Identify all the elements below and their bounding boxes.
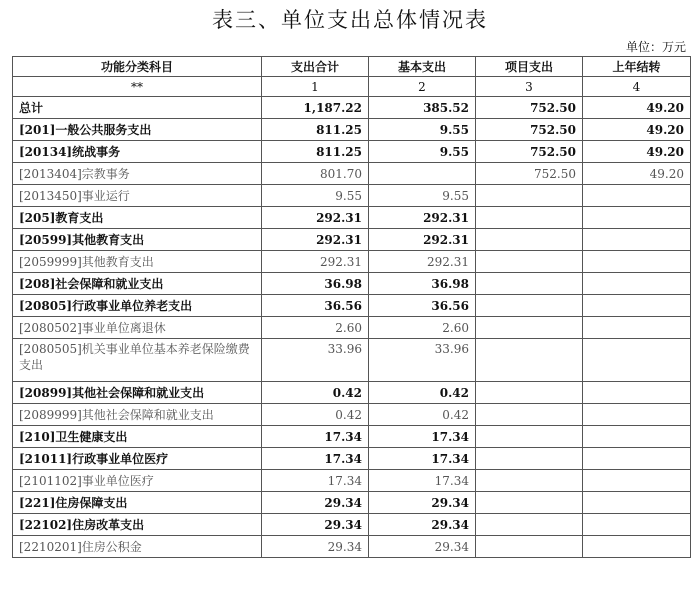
table-row (13, 185, 691, 207)
table-row (13, 382, 691, 404)
row-category-cell: [2089999]其他社会保障和就业支出 (13, 404, 262, 426)
row-category-cell: [2080505]机关事业单位基本养老保险缴费支出 (13, 339, 262, 382)
row-carry-cell (583, 382, 691, 404)
row-total-cell: 292.31 (262, 229, 369, 251)
row-total-cell: 36.56 (262, 295, 369, 317)
table-row (13, 404, 691, 426)
row-total-cell: 29.34 (262, 536, 369, 558)
row-carry-cell (583, 273, 691, 295)
row-category-cell: [2059999]其他教育支出 (13, 251, 262, 273)
row-basic-cell: 17.34 (369, 426, 476, 448)
table-row (13, 514, 691, 536)
row-total-cell: 0.42 (262, 404, 369, 426)
row-category-cell: [20599]其他教育支出 (13, 229, 262, 251)
row-project-cell (476, 404, 583, 426)
row-basic-cell: 292.31 (369, 251, 476, 273)
header-project: 项目支出 (476, 57, 583, 77)
row-basic-cell: 385.52 (369, 97, 476, 119)
table-row (13, 141, 691, 163)
row-category-cell: [21011]行政事业单位医疗 (13, 448, 262, 470)
row-basic-cell (369, 163, 476, 185)
row-category-cell: [205]教育支出 (13, 207, 262, 229)
header-total: 支出合计 (262, 57, 369, 77)
row-project-cell (476, 382, 583, 404)
row-project-cell: 752.50 (476, 119, 583, 141)
row-carry-cell (583, 470, 691, 492)
row-category-cell: [20805]行政事业单位养老支出 (13, 295, 262, 317)
row-category-cell: [20899]其他社会保障和就业支出 (13, 382, 262, 404)
row-total-cell: 2.60 (262, 317, 369, 339)
row-carry-cell (583, 536, 691, 558)
row-total-cell: 17.34 (262, 426, 369, 448)
row-carry-cell (583, 404, 691, 426)
table-row (13, 317, 691, 339)
row-category-cell: [210]卫生健康支出 (13, 426, 262, 448)
index-cell: 4 (583, 77, 691, 97)
row-project-cell (476, 207, 583, 229)
table-row (13, 448, 691, 470)
row-category-cell: [20134]统战事务 (13, 141, 262, 163)
row-total-cell: 29.34 (262, 514, 369, 536)
table-row (13, 119, 691, 141)
row-project-cell (476, 492, 583, 514)
row-total-cell: 0.42 (262, 382, 369, 404)
row-carry-cell (583, 207, 691, 229)
row-project-cell: 752.50 (476, 163, 583, 185)
row-carry-cell: 49.20 (583, 141, 691, 163)
row-total-cell: 33.96 (262, 339, 369, 382)
table-row (13, 339, 691, 382)
row-carry-cell (583, 185, 691, 207)
index-cell: 3 (476, 77, 583, 97)
row-project-cell (476, 536, 583, 558)
table-row (13, 163, 691, 185)
row-carry-cell (583, 492, 691, 514)
row-project-cell (476, 514, 583, 536)
row-total-cell: 811.25 (262, 119, 369, 141)
row-category-cell: [22102]住房改革支出 (13, 514, 262, 536)
row-carry-cell (583, 514, 691, 536)
page-title: 表三、单位支出总体情况表 (212, 8, 488, 32)
table-row (13, 295, 691, 317)
table-row (13, 97, 691, 119)
row-project-cell (476, 295, 583, 317)
row-category-cell: [221]住房保障支出 (13, 492, 262, 514)
header-category: 功能分类科目 (13, 57, 262, 77)
row-total-cell: 17.34 (262, 470, 369, 492)
unit-label: 单位：万元 (625, 40, 686, 54)
table-row (13, 492, 691, 514)
row-basic-cell: 33.96 (369, 339, 476, 382)
row-basic-cell: 9.55 (369, 141, 476, 163)
row-project-cell (476, 470, 583, 492)
row-category-cell: [2013404]宗教事务 (13, 163, 262, 185)
row-category-cell: [2210201]住房公积金 (13, 536, 262, 558)
index-cell: ** (13, 77, 262, 97)
index-row (13, 77, 691, 97)
table-row (13, 251, 691, 273)
row-carry-cell (583, 251, 691, 273)
row-basic-cell: 0.42 (369, 404, 476, 426)
row-basic-cell: 0.42 (369, 382, 476, 404)
row-basic-cell: 29.34 (369, 514, 476, 536)
row-carry-cell (583, 426, 691, 448)
row-project-cell (476, 185, 583, 207)
row-project-cell (476, 426, 583, 448)
row-carry-cell (583, 339, 691, 382)
row-basic-cell: 2.60 (369, 317, 476, 339)
row-total-cell: 801.70 (262, 163, 369, 185)
row-project-cell (476, 339, 583, 382)
row-total-cell: 17.34 (262, 448, 369, 470)
index-cell: 1 (262, 77, 369, 97)
row-basic-cell: 292.31 (369, 229, 476, 251)
table-row (13, 536, 691, 558)
row-total-cell: 29.34 (262, 492, 369, 514)
table-row (13, 229, 691, 251)
row-total-cell: 292.31 (262, 251, 369, 273)
row-basic-cell: 292.31 (369, 207, 476, 229)
row-project-cell: 752.50 (476, 141, 583, 163)
row-basic-cell: 17.34 (369, 470, 476, 492)
header-carry: 上年结转 (583, 57, 691, 77)
row-carry-cell (583, 295, 691, 317)
row-total-cell: 292.31 (262, 207, 369, 229)
row-basic-cell: 29.34 (369, 536, 476, 558)
row-project-cell (476, 448, 583, 470)
row-total-cell: 36.98 (262, 273, 369, 295)
row-basic-cell: 36.56 (369, 295, 476, 317)
header-basic: 基本支出 (369, 57, 476, 77)
row-project-cell (476, 229, 583, 251)
row-carry-cell: 49.20 (583, 97, 691, 119)
row-category-cell: [201]一般公共服务支出 (13, 119, 262, 141)
row-basic-cell: 36.98 (369, 273, 476, 295)
row-category-cell: 总计 (13, 97, 262, 119)
row-carry-cell (583, 317, 691, 339)
row-total-cell: 811.25 (262, 141, 369, 163)
row-carry-cell (583, 229, 691, 251)
table-row (13, 470, 691, 492)
row-project-cell (476, 251, 583, 273)
row-basic-cell: 9.55 (369, 119, 476, 141)
row-carry-cell (583, 448, 691, 470)
row-category-cell: [2080502]事业单位离退休 (13, 317, 262, 339)
header-row (13, 57, 691, 77)
row-basic-cell: 17.34 (369, 448, 476, 470)
table-body (13, 97, 691, 558)
row-project-cell: 752.50 (476, 97, 583, 119)
row-category-cell: [2101102]事业单位医疗 (13, 470, 262, 492)
index-cell: 2 (369, 77, 476, 97)
expenditure-table (12, 56, 691, 558)
row-total-cell: 9.55 (262, 185, 369, 207)
row-project-cell (476, 317, 583, 339)
table-row (13, 426, 691, 448)
row-total-cell: 1,187.22 (262, 97, 369, 119)
row-carry-cell: 49.20 (583, 119, 691, 141)
row-category-cell: [208]社会保障和就业支出 (13, 273, 262, 295)
row-basic-cell: 9.55 (369, 185, 476, 207)
row-project-cell (476, 273, 583, 295)
row-carry-cell: 49.20 (583, 163, 691, 185)
row-basic-cell: 29.34 (369, 492, 476, 514)
table-row (13, 207, 691, 229)
row-category-cell: [2013450]事业运行 (13, 185, 262, 207)
table-row (13, 273, 691, 295)
